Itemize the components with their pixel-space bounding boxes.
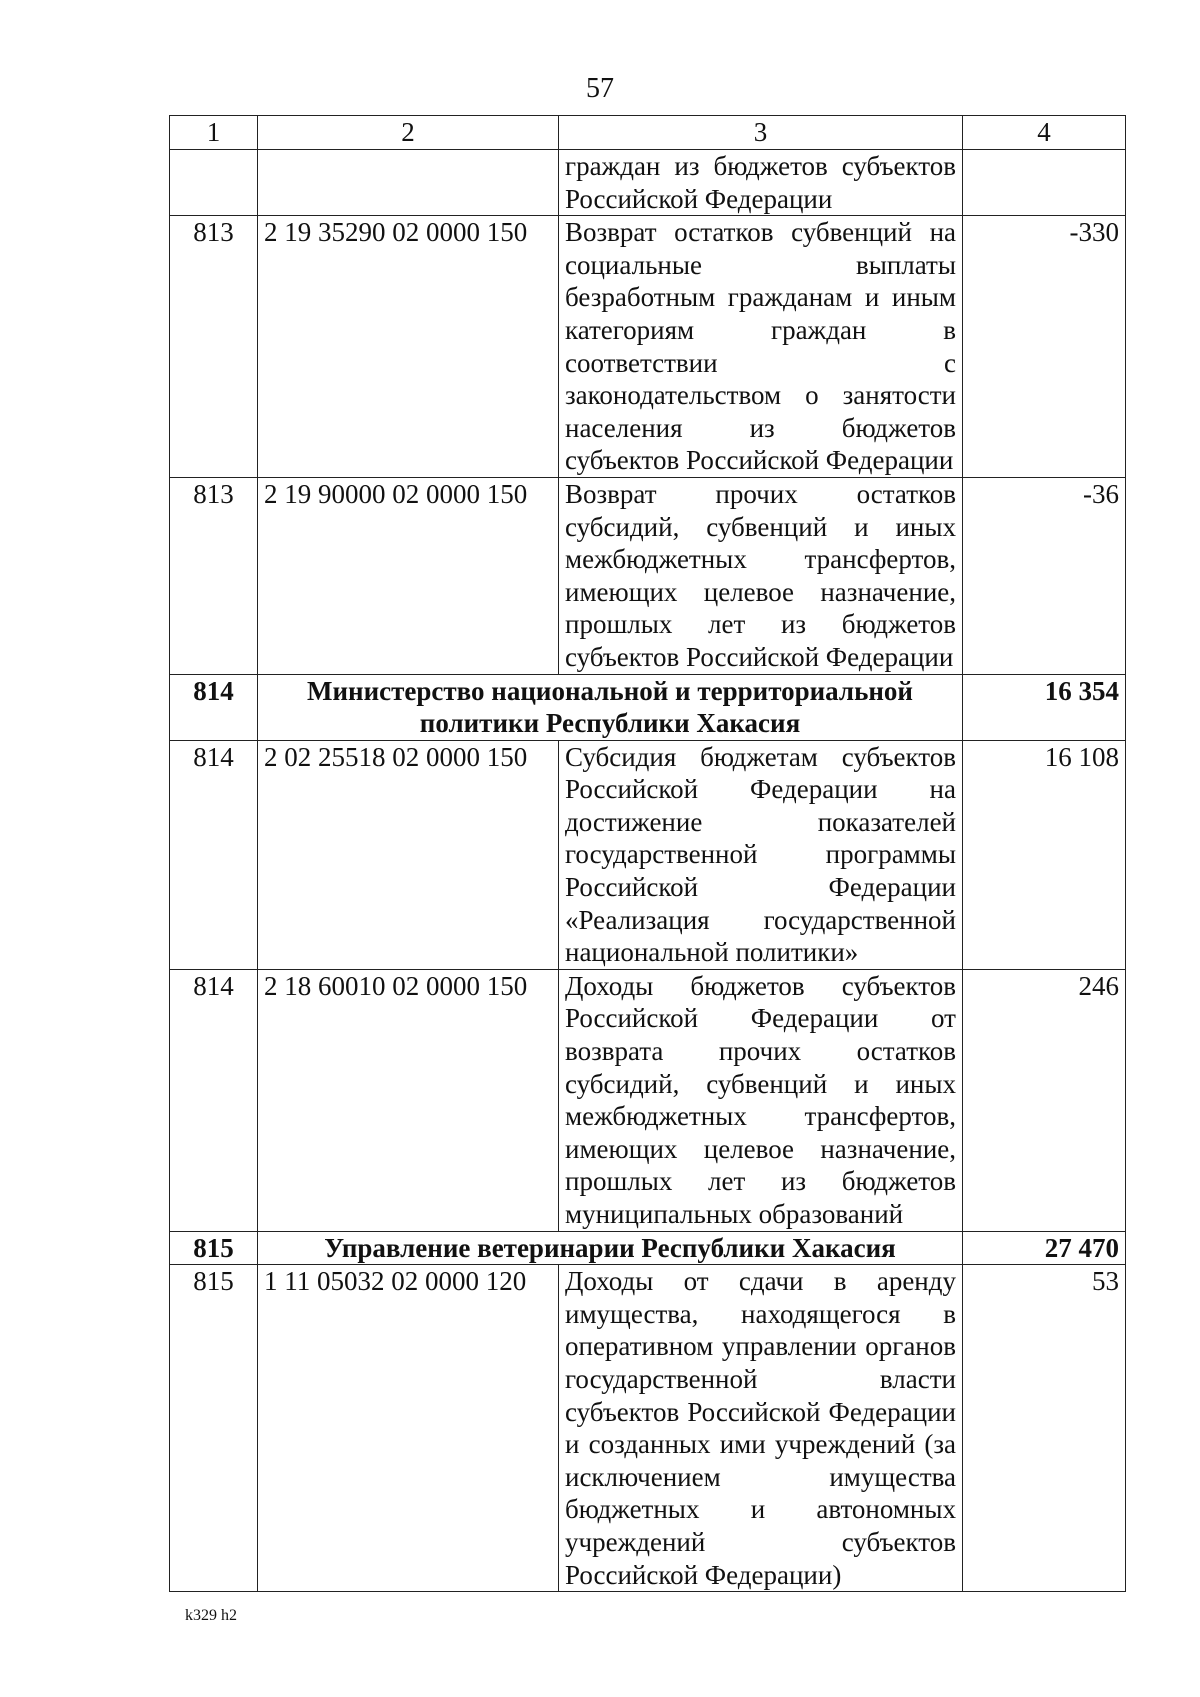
administrator-group-row xyxy=(170,1231,1126,1265)
admin-code-cell: 814 xyxy=(170,740,258,969)
revenue-table xyxy=(169,115,1126,1592)
table-row xyxy=(170,1265,1126,1592)
administrator-name-cell: Министерство национальной и территориальной политики Республики Хакасия xyxy=(258,674,963,740)
amount-cell: -330 xyxy=(963,216,1126,478)
table-row xyxy=(170,216,1126,478)
admin-code-cell: 815 xyxy=(170,1265,258,1592)
revenue-name-cell: Возврат остатков субвенций на социальные выплаты безработным гражданам и иным категориям граждан в соответствии с законодательством о занятости населения из бюджетов субъектов Российской Федерации xyxy=(559,216,963,478)
table-row xyxy=(170,969,1126,1231)
column-header: 1 xyxy=(170,116,258,150)
table-row xyxy=(170,740,1126,969)
amount-cell: 246 xyxy=(963,969,1126,1231)
page-number: 57 xyxy=(586,73,614,104)
amount-cell: -36 xyxy=(963,477,1126,674)
admin-code-cell: 814 xyxy=(170,969,258,1231)
group-total-cell: 16 354 xyxy=(963,674,1126,740)
classification-code-cell: 2 02 25518 02 0000 150 xyxy=(258,740,559,969)
classification-code-cell: 2 19 90000 02 0000 150 xyxy=(258,477,559,674)
amount-cell: 53 xyxy=(963,1265,1126,1592)
revenue-name-cell: Доходы от сдачи в аренду имущества, находящегося в оперативном управлении органов государственной власти субъектов Российской Федерации и созданных ими учреждений (за исключением имущества бюджетных и автономных учреждений субъектов Российской Федерации) xyxy=(559,1265,963,1592)
revenue-name-cell: Доходы бюджетов субъектов Российской Федерации от возврата прочих остатков субсидий, субвенций и иных межбюджетных трансфертов, имеющих целевое назначение, прошлых лет из бюджетов муниципальных образований xyxy=(559,969,963,1231)
table-header-row xyxy=(170,116,1126,150)
admin-code-cell: 815 xyxy=(170,1231,258,1265)
revenue-name-cell: граждан из бюджетов субъектов Российской Федерации xyxy=(559,150,963,216)
amount-cell: 16 108 xyxy=(963,740,1126,969)
table-row xyxy=(170,150,1126,216)
footer-document-code: k329 h2 xyxy=(185,1607,237,1624)
admin-code-cell: 813 xyxy=(170,477,258,674)
column-header: 4 xyxy=(963,116,1126,150)
amount-cell xyxy=(963,150,1126,216)
column-header: 2 xyxy=(258,116,559,150)
revenue-name-cell: Субсидия бюджетам субъектов Российской Федерации на достижение показателей государственной программы Российской Федерации «Реализация государственной национальной политики» xyxy=(559,740,963,969)
group-total-cell: 27 470 xyxy=(963,1231,1126,1265)
admin-code-cell: 813 xyxy=(170,216,258,478)
classification-code-cell: 2 18 60010 02 0000 150 xyxy=(258,969,559,1231)
table-row xyxy=(170,477,1126,674)
administrator-group-row xyxy=(170,674,1126,740)
classification-code-cell: 1 11 05032 02 0000 120 xyxy=(258,1265,559,1592)
admin-code-cell: 814 xyxy=(170,674,258,740)
classification-code-cell xyxy=(258,150,559,216)
revenue-name-cell: Возврат прочих остатков субсидий, субвенций и иных межбюджетных трансфертов, имеющих целевое назначение, прошлых лет из бюджетов субъектов Российской Федерации xyxy=(559,477,963,674)
admin-code-cell xyxy=(170,150,258,216)
classification-code-cell: 2 19 35290 02 0000 150 xyxy=(258,216,559,478)
column-header: 3 xyxy=(559,116,963,150)
administrator-name-cell: Управление ветеринарии Республики Хакасия xyxy=(258,1231,963,1265)
